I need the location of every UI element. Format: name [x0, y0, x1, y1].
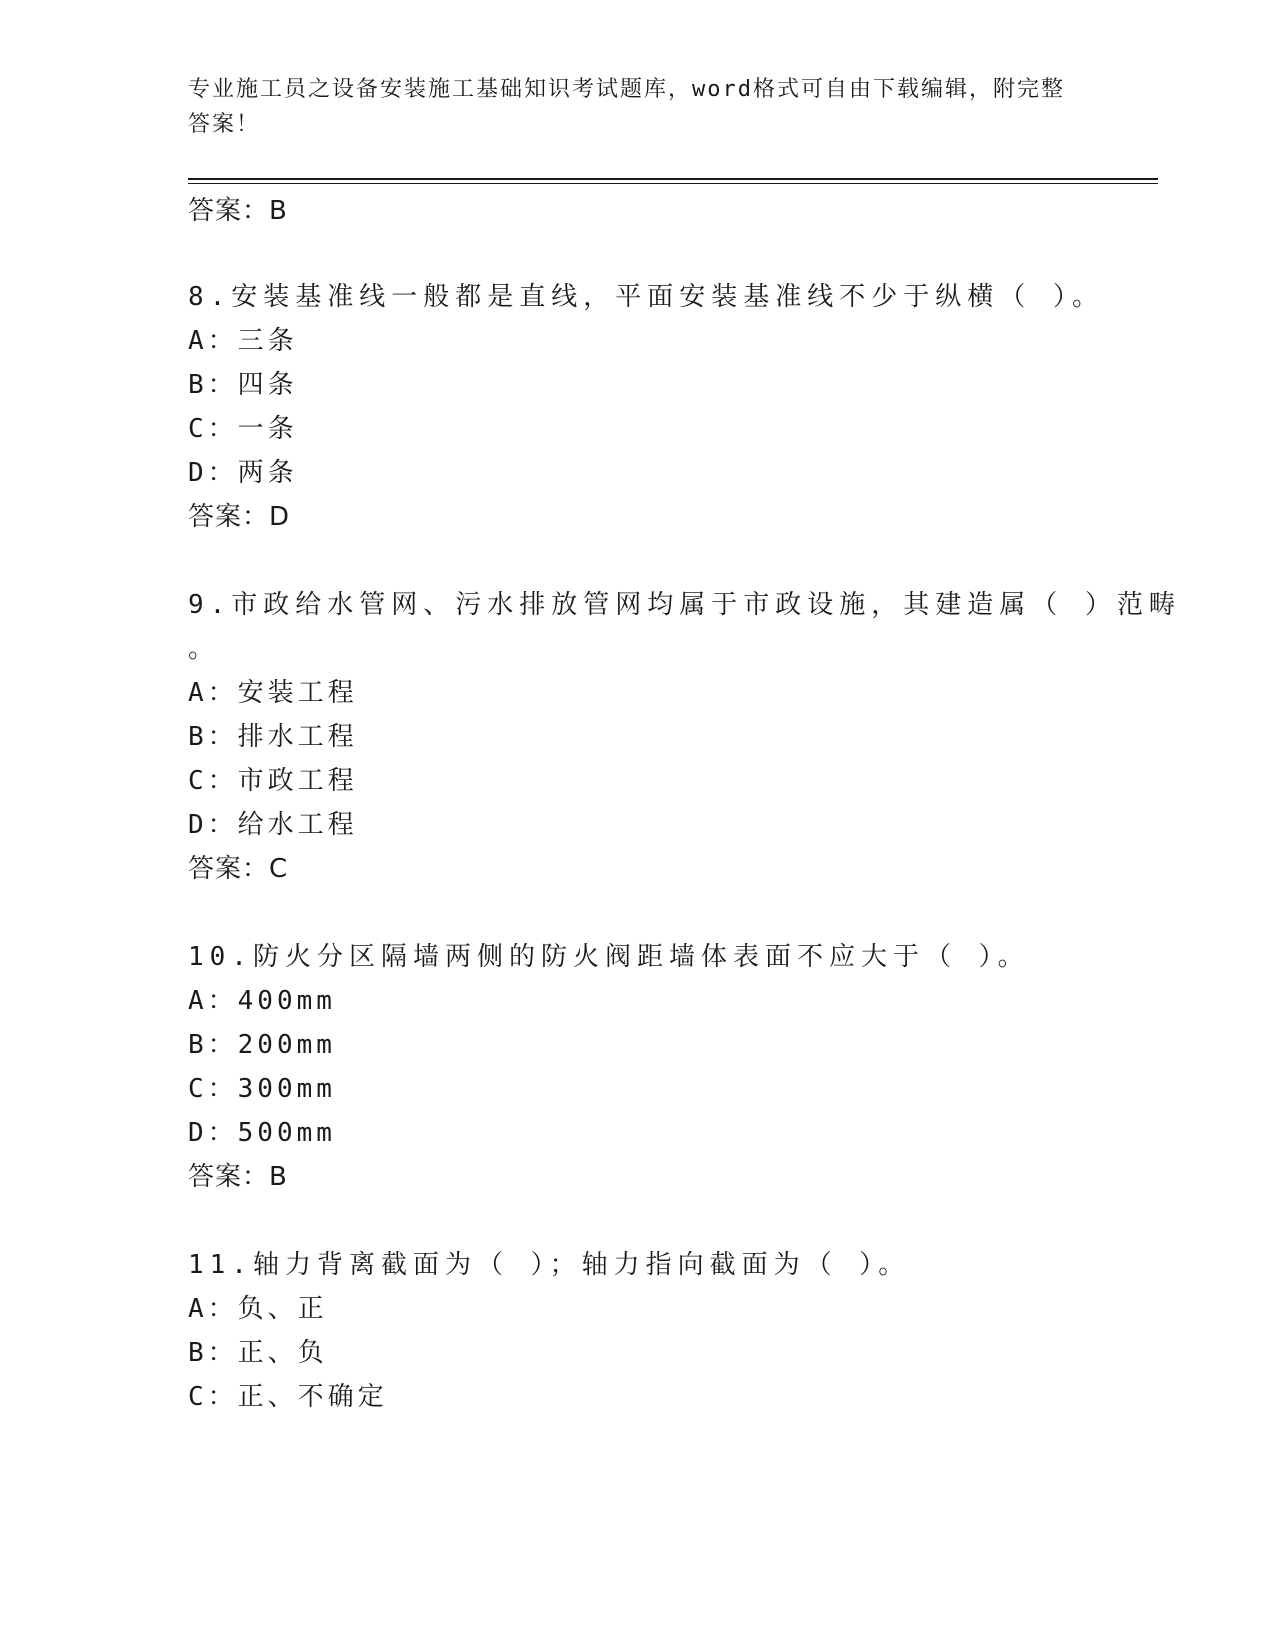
question-11-text: 11.轴力背离截面为（ ）；轴力指向截面为（ ）。 — [188, 1250, 911, 1280]
question-9-option-a: A：安装工程 — [188, 678, 358, 708]
question-11-option-a: A：负、正 — [188, 1294, 328, 1324]
question-8-answer: 答案：D — [188, 502, 291, 532]
previous-answer: 答案：B — [188, 196, 288, 226]
question-10-option-c: C：300mm — [188, 1074, 336, 1104]
question-9-text: 9.市政给水管网、污水排放管网均属于市政设施，其建造属（ ）范畴 — [188, 590, 1181, 620]
question-11-option-c: C：正、不确定 — [188, 1382, 388, 1412]
question-8-option-b: B：四条 — [188, 370, 298, 400]
question-10-text: 10.防火分区隔墙两侧的防火阀距墙体表面不应大于（ ）。 — [188, 942, 1030, 972]
question-11-option-b: B：正、负 — [188, 1338, 328, 1368]
question-9-option-d: D：给水工程 — [188, 810, 358, 840]
question-10-answer: 答案：B — [188, 1162, 288, 1192]
question-9-text-continued: 。 — [188, 634, 219, 664]
header-divider-thin — [188, 183, 1158, 184]
question-9-option-b: B：排水工程 — [188, 722, 358, 752]
question-8-text: 8.安装基准线一般都是直线，平面安装基准线不少于纵横（ ）。 — [188, 282, 1104, 312]
header-divider — [188, 178, 1158, 180]
question-10-option-d: D：500mm — [188, 1118, 336, 1148]
question-9-answer: 答案：C — [188, 854, 289, 884]
question-10-option-a: A：400mm — [188, 986, 336, 1016]
question-8-option-d: D：两条 — [188, 458, 298, 488]
question-10-option-b: B：200mm — [188, 1030, 336, 1060]
question-8-option-a: A：三条 — [188, 326, 298, 356]
document-header: 专业施工员之设备安装施工基础知识考试题库，word格式可自由下载编辑，附完整答案！ — [188, 77, 1065, 137]
question-8-option-c: C：一条 — [188, 414, 298, 444]
question-9-option-c: C：市政工程 — [188, 766, 358, 796]
